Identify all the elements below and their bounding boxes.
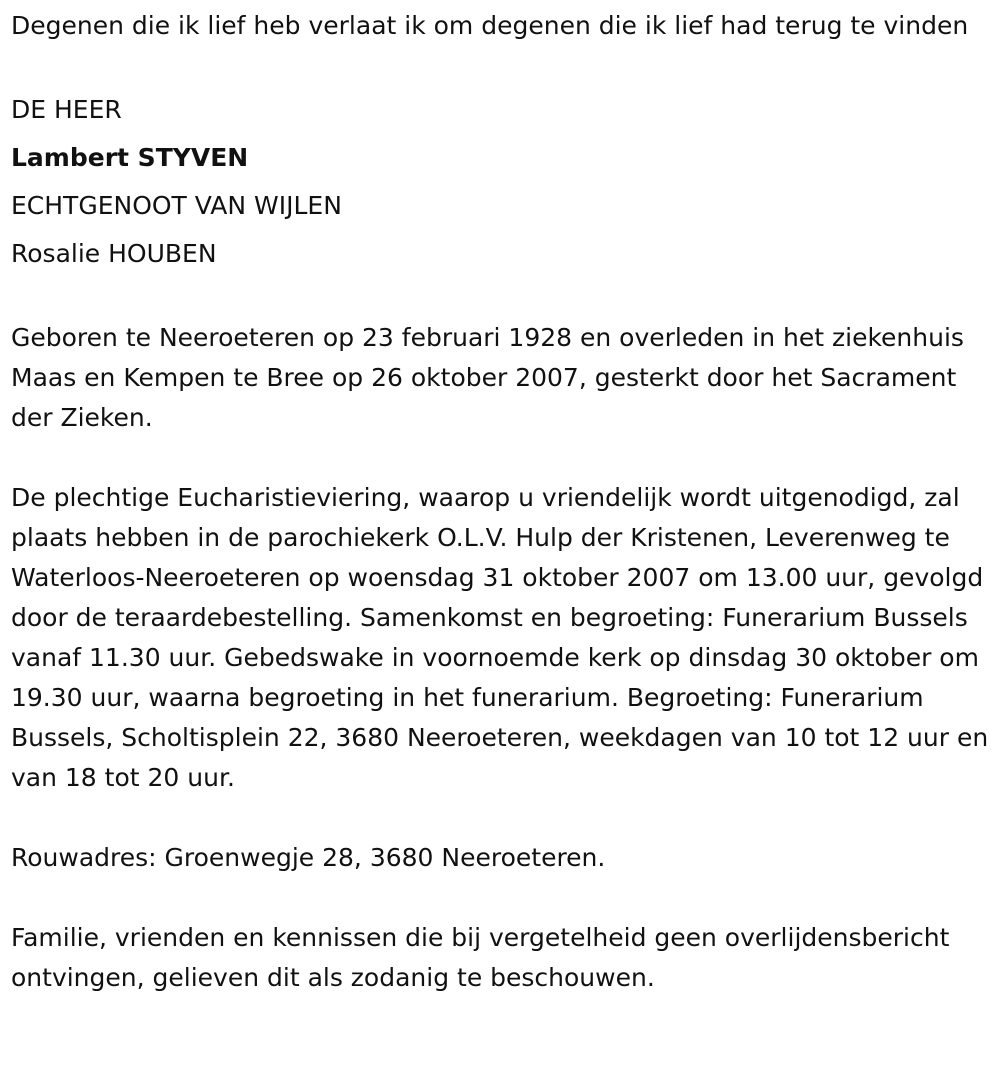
- intro-quote: Degenen die ik lief heb verlaat ik om degenen die ik lief had terug te vinden: [11, 11, 969, 40]
- relation-label: ECHTGENOOT VAN WIJLEN: [11, 191, 342, 220]
- deceased-name: Lambert STYVEN: [11, 143, 249, 172]
- deceased-name-block: [11, 86, 989, 278]
- spouse-name: Rosalie HOUBEN: [11, 239, 217, 268]
- ceremony-paragraph: De plechtige Eucharistieviering, waarop u vriendelijk wordt uitgenodigd, zal plaats hebben in de parochiekerk O.L.V. Hulp der Kristenen, Leverenweg te Waterloos-Neeroeteren op woensdag 31 oktober 2007 om 13.00 uur, gevolgd door de teraardebestelling. Samenkomst en begroeting: Funerarium Bussels vanaf 11.30 uur. Gebedswake in voornoemde kerk op dinsdag 30 oktober om 19.30 uur, waarna begroeting in het funerarium. Begroeting: Funerarium Bussels, Scholtisplein 22, 3680 Neeroeteren, weekdagen van 10 tot 12 uur en van 18 tot 20 uur.: [11, 483, 989, 792]
- closing-paragraph: Familie, vrienden en kennissen die bij vergetelheid geen overlijdensbericht ontvingen, gelieven dit als zodanig te beschouwen.: [11, 923, 950, 992]
- birth-death-paragraph: Geboren te Neeroeteren op 23 februari 1928 en overleden in het ziekenhuis Maas en Kempen te Bree op 26 oktober 2007, gesterkt door het Sacrament der Zieken.: [11, 323, 964, 432]
- mourning-address: Rouwadres: Groenwegje 28, 3680 Neeroeteren.: [11, 843, 606, 872]
- honorific-title: DE HEER: [11, 95, 122, 124]
- death-notice: [11, 0, 989, 998]
